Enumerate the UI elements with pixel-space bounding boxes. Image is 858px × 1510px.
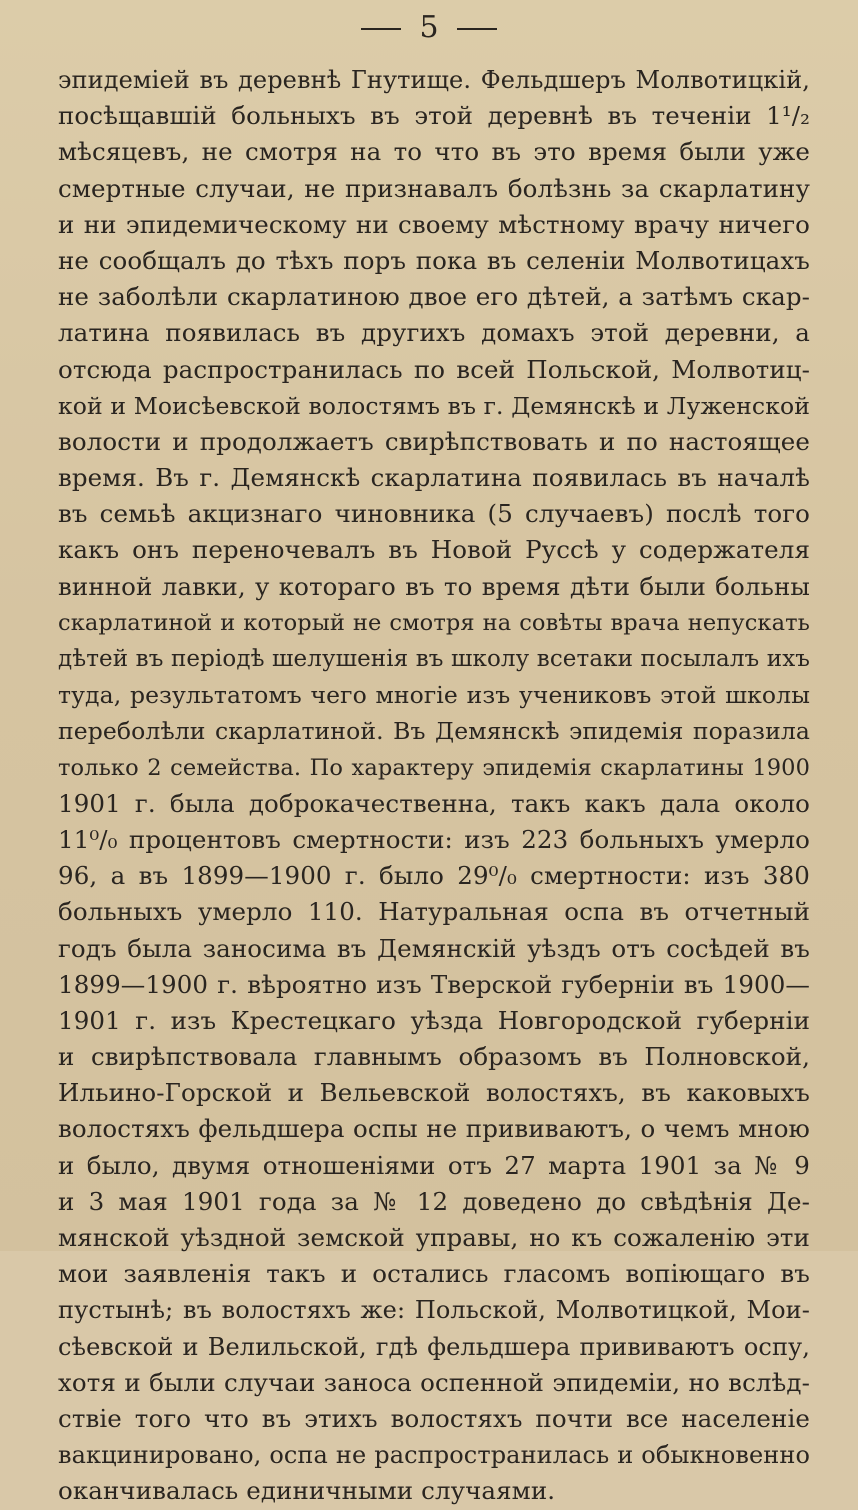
text-line: посѣщавшій больныхъ въ этой деревнѣ въ теченіи 1¹/₂ <box>58 101 810 131</box>
text-line: ствіе того что въ этихъ волостяхъ почти все населеніе <box>58 1403 810 1433</box>
text-line: какъ онъ переночевалъ въ Новой Руссѣ у содержателя <box>58 535 810 565</box>
text-line: и свирѣпствовала главнымъ образомъ въ Полновской, <box>58 1042 810 1072</box>
text-line: скарлатиной и который не смотря на совѣты врача непускать <box>58 609 810 636</box>
text-line: мѣсяцевъ, не смотря на то что въ это время были уже <box>58 137 810 167</box>
text-line: 11⁰/₀ процентовъ смертности: изъ 223 больныхъ умерло <box>58 824 810 854</box>
text-line: эпидеміей въ деревнѣ Гнутище. Фельдшеръ Молвотицкій, <box>58 66 810 94</box>
text-line: 1899—1900 г. вѣроятно изъ Тверской губерніи въ 1900— <box>58 969 810 999</box>
text-line: 1901 г. была доброкачественна, такъ какъ дала около <box>58 788 810 818</box>
header-dash-left <box>361 28 401 30</box>
text-line: больныхъ умерло 110. Натуральная оспа въ отчетный <box>58 897 810 927</box>
text-line: въ семьѣ акцизнаго чиновника (5 случаевъ) послѣ того <box>58 499 810 529</box>
text-line: и было, двумя отношеніями отъ 27 марта 1901 за № 9 <box>58 1150 810 1180</box>
text-line: винной лавки, у котораго въ то время дѣти были больны <box>58 571 810 601</box>
text-line: пустынѣ; въ волостяхъ же: Польской, Молвотицкой, Мои- <box>58 1296 810 1325</box>
text-line: время. Въ г. Демянскѣ скарлатина появилась въ началѣ <box>58 463 810 493</box>
text-line: Ильино-Горской и Вельевской волостяхъ, въ каковыхъ <box>58 1078 810 1108</box>
text-line: кой и Моисѣевской волостямъ въ г. Демянскѣ и Луженской <box>58 391 810 420</box>
text-line: хотя и были случаи заноса оспенной эпидеміи, но вслѣд- <box>58 1367 810 1397</box>
body-text <box>58 62 810 1510</box>
text-line: сѣевской и Велильской, гдѣ фельдшера прививаютъ оспу, <box>58 1332 810 1361</box>
header-dash-right <box>457 28 497 30</box>
text-line: мянской уѣздной земской управы, но къ сожаленію эти <box>58 1223 810 1252</box>
text-line: только 2 семейства. По характеру эпидемія скарлатины 1900 <box>58 754 810 781</box>
text-line: переболѣли скарлатиной. Въ Демянскѣ эпидемія поразила <box>58 717 810 746</box>
text-line: волости и продолжаетъ свирѣпствовать и по настоящее <box>58 426 810 456</box>
text-line: вакцинировано, оспа не распространилась и обыкновенно <box>58 1441 810 1470</box>
text-line: и ни эпидемическому ни своему мѣстному врачу ничего <box>58 209 810 239</box>
text-line: 96, а въ 1899—1900 г. было 29⁰/₀ смертности: изъ 380 <box>58 861 810 891</box>
text-line: 1901 г. изъ Крестецкаго уѣзда Новгородской губерніи <box>58 1005 810 1035</box>
page-number: 5 <box>419 10 439 45</box>
page-header <box>0 8 858 48</box>
text-line: волостяхъ фельдшера оспы не прививаютъ, о чемъ мною <box>58 1114 810 1144</box>
text-line: оканчивалась единичными случаями. <box>58 1476 556 1506</box>
text-line: отсюда распространилась по всей Польской, Молвотиц- <box>58 354 810 384</box>
text-line: не сообщалъ до тѣхъ поръ пока въ селеніи Молвотицахъ <box>58 245 810 275</box>
text-line: не заболѣли скарлатиною двое его дѣтей, а затѣмъ скар- <box>58 282 810 312</box>
text-line: мои заявленія такъ и остались гласомъ вопіющаго въ <box>58 1259 810 1289</box>
text-line: латина появилась въ другихъ домахъ этой деревни, а <box>58 318 810 348</box>
text-line: дѣтей въ періодѣ шелушенія въ школу всетаки посылалъ ихъ <box>58 646 810 672</box>
text-line: годъ была заносима въ Демянскій уѣздъ отъ сосѣдей въ <box>58 933 810 963</box>
text-line: и 3 мая 1901 года за № 12 доведено до свѣдѣнія Де- <box>58 1186 810 1216</box>
text-line: туда, результатомъ чего многіе изъ учениковъ этой школы <box>58 681 810 710</box>
text-line: смертные случаи, не признавалъ болѣзнь за скарлатину <box>58 173 810 203</box>
